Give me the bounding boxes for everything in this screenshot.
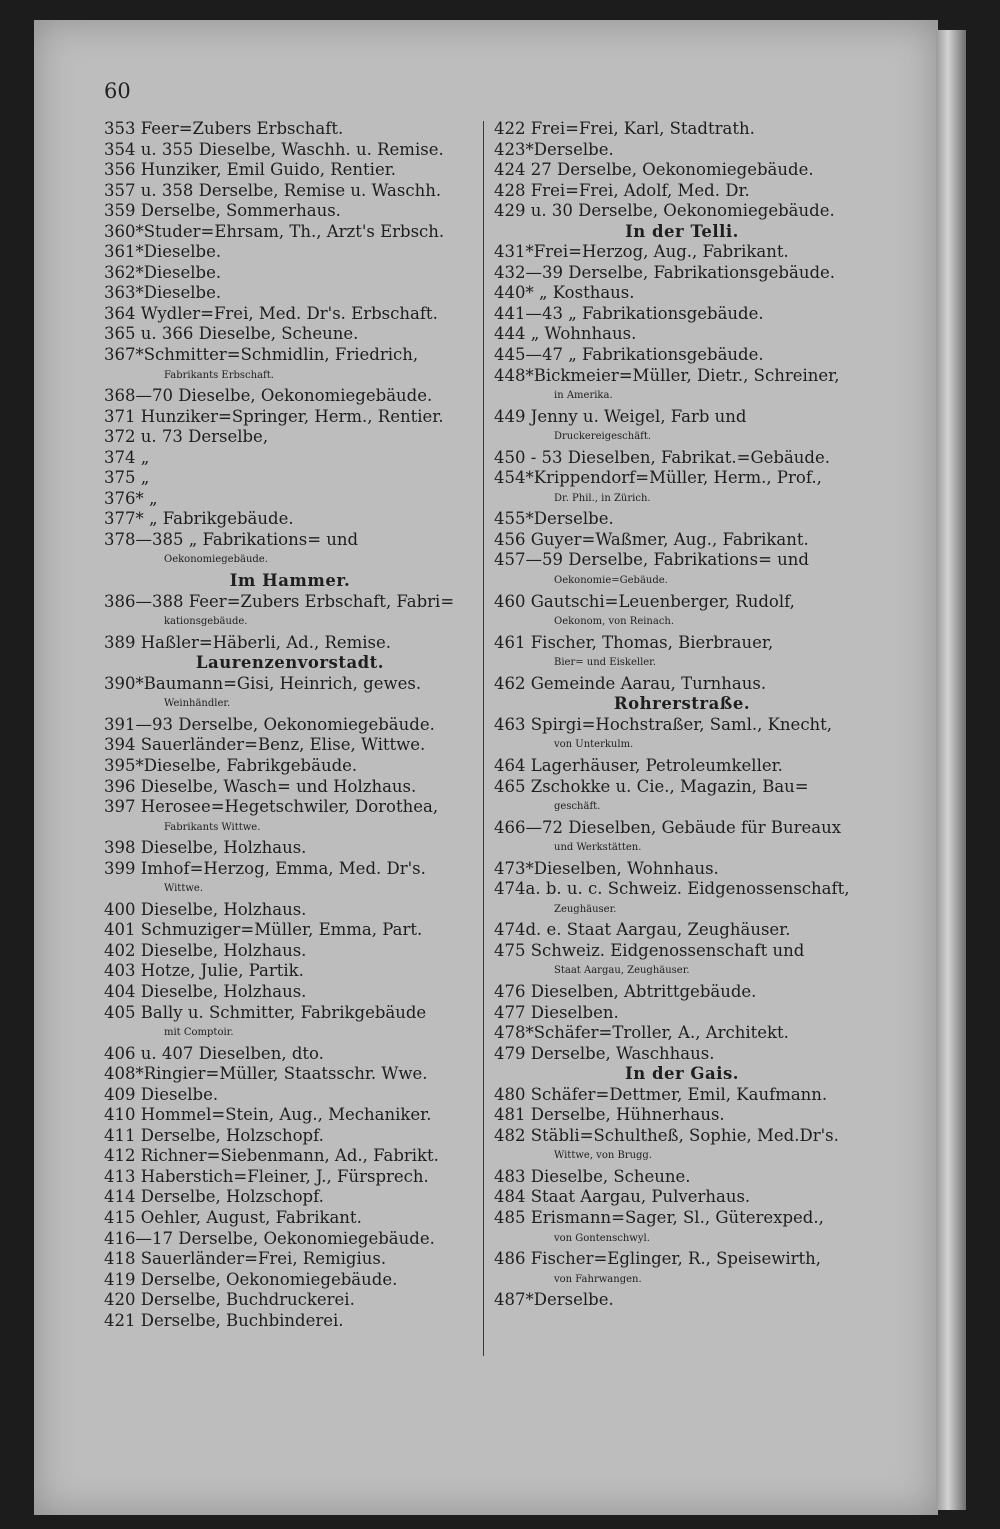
entry-continuation: mit Comptoir. [164, 1027, 234, 1039]
directory-entry: 413 Haberstich=Fleiner, J., Fürsprech. [104, 1166, 429, 1186]
section-heading [104, 571, 476, 592]
directory-entry: 444 „ Wohnhaus. [494, 324, 637, 344]
section-heading-text: In der Gais. [624, 1064, 739, 1084]
directory-entry: 419 Derselbe, Oekonomiegebäude. [104, 1269, 398, 1289]
page-number: 60 [104, 79, 131, 103]
directory-entry: 364 Wydler=Frei, Med. Dr's. Erbschaft. [104, 303, 438, 323]
column-divider [483, 121, 484, 1356]
directory-entry: 416—17 Derselbe, Oekonomiegebäude. [104, 1228, 435, 1248]
directory-entry: 374 „ [104, 447, 150, 467]
directory-entry: 415 Oehler, August, Fabrikant. [104, 1207, 362, 1227]
directory-entry: 405 Bally u. Schmitter, Fabrikgebäude [104, 1002, 427, 1022]
directory-entry: 448*Bickmeier=Müller, Dietr., Schreiner, [494, 365, 840, 385]
directory-entry: 356 Hunziker, Emil Guido, Rentier. [104, 160, 397, 180]
directory-entry: 457—59 Derselbe, Fabrikations= und [494, 550, 809, 570]
entry-continuation: Fabrikants Erbschaft. [164, 369, 274, 381]
entry-continuation: Oekonom, von Reinach. [554, 616, 675, 628]
directory-entry: 362*Dieselbe. [104, 262, 222, 282]
entry-continuation: und Werkstätten. [554, 842, 642, 854]
directory-entry: 390*Baumann=Gisi, Heinrich, gewes. [104, 673, 422, 693]
directory-entry: 402 Dieselbe, Holzhaus. [104, 940, 307, 960]
directory-entry: 450 - 53 Dieselben, Fabrikat.=Gebäude. [494, 447, 830, 467]
directory-entry: 455*Derselbe. [494, 509, 614, 529]
directory-entry: 474d. e. Staat Aargau, Zeughäuser. [494, 920, 791, 940]
directory-entry: 422 Frei=Frei, Karl, Stadtrath. [494, 119, 755, 138]
directory-entry: 424 27 Derselbe, Oekonomiegebäude. [494, 160, 814, 180]
directory-entry: 483 Dieselbe, Scheune. [494, 1166, 691, 1186]
directory-entry: 377* „ Fabrikgebäude. [104, 509, 294, 529]
directory-entry: 465 Zschokke u. Cie., Magazin, Bau= [494, 776, 809, 796]
directory-entry: 396 Dieselbe, Wasch= und Holzhaus. [104, 776, 417, 796]
directory-entry: 365 u. 366 Dieselbe, Scheune. [104, 324, 359, 344]
directory-entry: 473*Dieselben, Wohnhaus. [494, 858, 719, 878]
directory-entry: 414 Derselbe, Holzschopf. [104, 1187, 324, 1207]
directory-entry: 428 Frei=Frei, Adolf, Med. Dr. [494, 180, 750, 200]
directory-entry: 460 Gautschi=Leuenberger, Rudolf, [494, 591, 795, 611]
entry-continuation: Bier= und Eiskeller. [554, 657, 657, 669]
directory-entry: 395*Dieselbe, Fabrikgebäude. [104, 755, 358, 775]
directory-entry: 449 Jenny u. Weigel, Farb und [494, 406, 747, 426]
directory-entry: 454*Krippendorf=Müller, Herm., Prof., [494, 468, 822, 488]
directory-entry: 371 Hunziker=Springer, Herm., Rentier. [104, 406, 444, 426]
directory-entry: 456 Guyer=Waßmer, Aug., Fabrikant. [494, 529, 809, 549]
section-heading-text: Rohrerstraße. [613, 694, 751, 714]
right-column [494, 119, 870, 1311]
directory-entry: 420 Derselbe, Buchdruckerei. [104, 1290, 355, 1310]
directory-entry: 485 Erismann=Sager, Sl., Güterexped., [494, 1207, 824, 1227]
directory-entry: 386—388 Feer=Zubers Erbschaft, Fabri= [104, 591, 455, 611]
directory-entry: 484 Staat Aargau, Pulverhaus. [494, 1187, 751, 1207]
directory-entry: 353 Feer=Zubers Erbschaft. [104, 119, 344, 138]
directory-entry: 431*Frei=Herzog, Aug., Fabrikant. [494, 242, 789, 262]
directory-entry: 462 Gemeinde Aarau, Turnhaus. [494, 673, 767, 693]
directory-entry: 440* „ Kosthaus. [494, 283, 635, 303]
directory-entry: 391—93 Derselbe, Oekonomiegebäude. [104, 714, 435, 734]
entry-continuation: Druckereigeschäft. [554, 431, 652, 443]
directory-entry: 406 u. 407 Dieselben, dto. [104, 1043, 324, 1063]
directory-entry: 429 u. 30 Derselbe, Oekonomiegebäude. [494, 201, 835, 221]
entry-continuation: Staat Aargau, Zeughäuser. [554, 965, 690, 977]
directory-entry: 361*Dieselbe. [104, 242, 222, 262]
section-heading-text: Laurenzenvorstadt. [195, 653, 385, 673]
directory-entry: 403 Hotze, Julie, Partik. [104, 961, 304, 981]
entry-continuation: von Unterkulm. [554, 739, 634, 751]
entry-continuation: kationsgebäude. [164, 616, 248, 628]
directory-entry: 477 Dieselben. [494, 1002, 619, 1022]
directory-entry: 487*Derselbe. [494, 1290, 614, 1310]
directory-entry: 394 Sauerländer=Benz, Elise, Wittwe. [104, 735, 426, 755]
entry-continuation: Oekonomiegebäude. [164, 554, 268, 566]
entry-continuation: Weinhändler. [164, 698, 231, 710]
left-column [104, 119, 476, 1331]
entry-continuation: Zeughäuser. [554, 903, 617, 915]
directory-entry: 411 Derselbe, Holzschopf. [104, 1125, 324, 1145]
directory-entry: 404 Dieselbe, Holzhaus. [104, 981, 307, 1001]
section-heading [494, 694, 870, 715]
entry-continuation: geschäft. [554, 801, 601, 813]
directory-entry: 410 Hommel=Stein, Aug., Mechaniker. [104, 1105, 432, 1125]
directory-entry: 482 Stäbli=Schultheß, Sophie, Med.Dr's. [494, 1125, 839, 1145]
directory-entry: 479 Derselbe, Waschhaus. [494, 1043, 715, 1063]
directory-entry: 481 Derselbe, Hühnerhaus. [494, 1105, 725, 1125]
directory-entry: 480 Schäfer=Dettmer, Emil, Kaufmann. [494, 1084, 828, 1104]
directory-entry: 375 „ [104, 468, 150, 488]
directory-entry: 363*Dieselbe. [104, 283, 222, 303]
directory-entry: 463 Spirgi=Hochstraßer, Saml., Knecht, [494, 714, 833, 734]
directory-entry: 421 Derselbe, Buchbinderei. [104, 1310, 344, 1330]
directory-entry: 357 u. 358 Derselbe, Remise u. Waschh. [104, 180, 442, 200]
directory-entry: 367*Schmitter=Schmidlin, Friedrich, [104, 345, 419, 365]
directory-entry: 378—385 „ Fabrikations= und [104, 529, 359, 549]
entry-continuation: in Amerika. [554, 390, 613, 402]
book-spine [936, 30, 966, 1510]
section-heading-text: Im Hammer. [229, 571, 351, 591]
entry-continuation: von Gontenschwyl. [554, 1232, 650, 1244]
directory-entry: 400 Dieselbe, Holzhaus. [104, 899, 307, 919]
directory-entry: 445—47 „ Fabrikationsgebäude. [494, 345, 764, 365]
section-heading [494, 1064, 870, 1085]
directory-entry: 478*Schäfer=Troller, A., Architekt. [494, 1023, 789, 1043]
directory-entry: 474a. b. u. c. Schweiz. Eidgenossenschaft, [494, 879, 850, 899]
entry-continuation: Wittwe. [164, 883, 203, 895]
directory-entry: 398 Dieselbe, Holzhaus. [104, 838, 307, 858]
directory-entry: 354 u. 355 Dieselbe, Waschh. u. Remise. [104, 139, 444, 159]
directory-entry: 359 Derselbe, Sommerhaus. [104, 201, 341, 221]
entry-continuation: Fabrikants Wittwe. [164, 821, 261, 833]
entry-continuation: von Fahrwangen. [554, 1273, 642, 1285]
directory-entry: 464 Lagerhäuser, Petroleumkeller. [494, 755, 783, 775]
section-heading [494, 222, 870, 243]
entry-continuation: Dr. Phil., in Zürich. [554, 492, 651, 504]
directory-entry: 423*Derselbe. [494, 139, 614, 159]
directory-entry: 368—70 Dieselbe, Oekonomiegebäude. [104, 386, 433, 406]
directory-entry: 409 Dieselbe. [104, 1084, 219, 1104]
directory-entry: 399 Imhof=Herzog, Emma, Med. Dr's. [104, 858, 426, 878]
directory-entry: 466—72 Dieselben, Gebäude für Bureaux [494, 817, 842, 837]
section-heading [104, 653, 476, 674]
entry-continuation: Wittwe, von Brugg. [554, 1150, 653, 1162]
directory-entry: 376* „ [104, 488, 158, 508]
directory-entry: 401 Schmuziger=Müller, Emma, Part. [104, 920, 423, 940]
directory-entry: 372 u. 73 Derselbe, [104, 427, 269, 447]
entry-continuation: Oekonomie=Gebäude. [554, 575, 668, 587]
section-heading-text: In der Telli. [625, 221, 739, 241]
directory-entry: 397 Herosee=Hegetschwiler, Dorothea, [104, 797, 439, 817]
directory-entry: 360*Studer=Ehrsam, Th., Arzt's Erbsch. [104, 221, 445, 241]
directory-entry: 486 Fischer=Eglinger, R., Speisewirth, [494, 1249, 822, 1269]
directory-entry: 432—39 Derselbe, Fabrikationsgebäude. [494, 262, 836, 282]
directory-entry: 408*Ringier=Müller, Staatsschr. Wwe. [104, 1064, 428, 1084]
directory-entry: 418 Sauerländer=Frei, Remigius. [104, 1249, 387, 1269]
directory-entry: 412 Richner=Siebenmann, Ad., Fabrikt. [104, 1146, 439, 1166]
directory-entry: 389 Haßler=Häberli, Ad., Remise. [104, 632, 392, 652]
directory-entry: 475 Schweiz. Eidgenossenschaft und [494, 940, 805, 960]
directory-entry: 441—43 „ Fabrikationsgebäude. [494, 303, 764, 323]
directory-entry: 476 Dieselben, Abtrittgebäude. [494, 981, 757, 1001]
directory-entry: 461 Fischer, Thomas, Bierbrauer, [494, 632, 774, 652]
